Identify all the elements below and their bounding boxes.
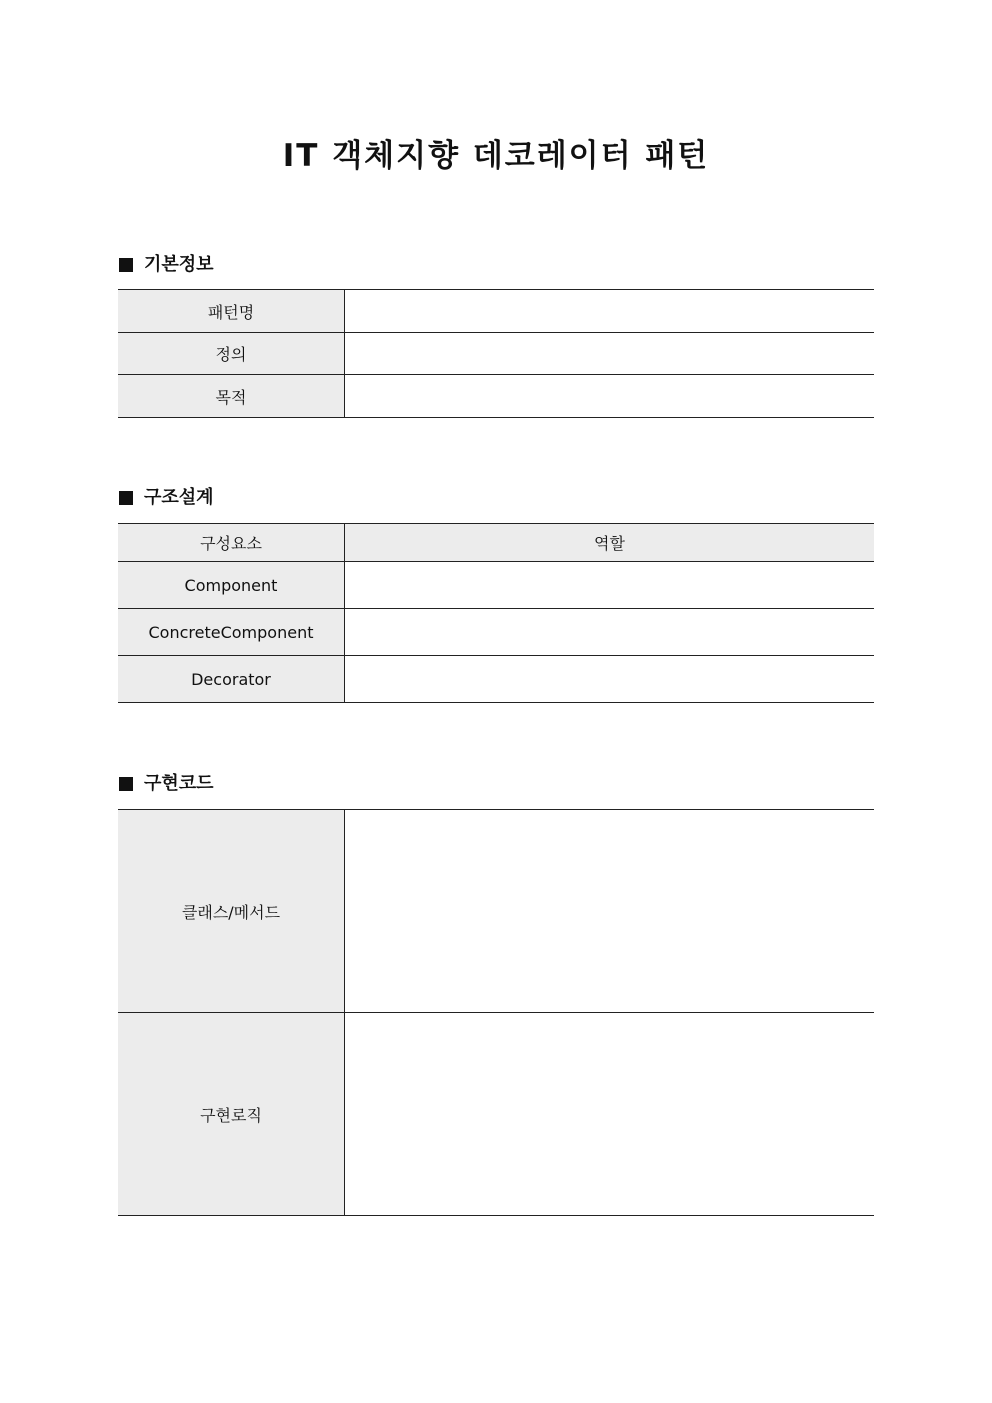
- square-bullet-icon: [119, 777, 133, 791]
- structure-table: [118, 523, 874, 703]
- purpose-field[interactable]: [345, 375, 875, 418]
- row-label-class-method: 클래스/메서드: [118, 810, 345, 1013]
- table-row: [118, 1013, 874, 1216]
- decorator-role-field[interactable]: [345, 656, 875, 703]
- definition-field[interactable]: [345, 333, 875, 375]
- table-row: [118, 562, 874, 609]
- row-label-concrete-component: ConcreteComponent: [118, 609, 345, 656]
- row-label-decorator: Decorator: [118, 656, 345, 703]
- table-row: [118, 290, 874, 333]
- row-label-purpose: 목적: [118, 375, 345, 418]
- section-heading-code: [119, 772, 214, 796]
- section-heading-text: 구조설계: [144, 487, 214, 508]
- concrete-component-role-field[interactable]: [345, 609, 875, 656]
- document-title: IT 객체지향 데코레이터 패턴: [282, 138, 710, 174]
- row-label-implementation-logic: 구현로직: [118, 1013, 345, 1216]
- table-row: [118, 656, 874, 703]
- section-heading-text: 기본정보: [144, 254, 214, 275]
- section-heading-structure: [119, 486, 214, 510]
- table-row: [118, 609, 874, 656]
- column-header-component: 구성요소: [118, 524, 345, 562]
- implementation-logic-field[interactable]: [345, 1013, 875, 1216]
- row-label-component: Component: [118, 562, 345, 609]
- row-label-definition: 정의: [118, 333, 345, 375]
- table-header-row: [118, 524, 874, 562]
- table-row: [118, 810, 874, 1013]
- table-row: [118, 333, 874, 375]
- row-label-pattern-name: 패턴명: [118, 290, 345, 333]
- column-header-role: 역할: [345, 524, 875, 562]
- table-row: [118, 375, 874, 418]
- square-bullet-icon: [119, 491, 133, 505]
- section-heading-text: 구현코드: [144, 773, 214, 794]
- component-role-field[interactable]: [345, 562, 875, 609]
- code-table: [118, 809, 874, 1216]
- class-method-field[interactable]: [345, 810, 875, 1013]
- pattern-name-field[interactable]: [345, 290, 875, 333]
- section-heading-basic-info: [119, 253, 214, 277]
- square-bullet-icon: [119, 258, 133, 272]
- basic-info-table: [118, 289, 874, 418]
